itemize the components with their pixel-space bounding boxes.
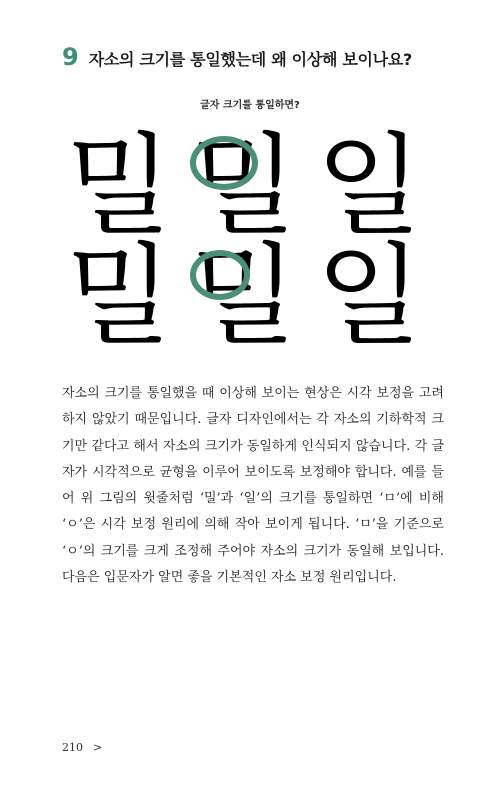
glyph-mil: 밀 (65, 232, 173, 360)
body-paragraph: 자소의 크기를 통일했을 때 이상해 보이는 현상은 시각 보정을 고려하지 않았기 때문입니다. 글자 디자인에서는 각 자소의 기하학적 크기만 같다고 해서 자소의 크기가 동일하게 인식되지 않습니다. 각 글자가 시각적으로 균형을 이루어 보이도록 보정해야 합니다. 예를 들어 위 그림의 윗줄처럼 ‘밀’과 ‘일’의 크기를 통일하면 ‘ㅁ’에 비해 ‘ㅇ’은 시각 보정 원리에 의해 작아 보이게 됩니다. ‘ㅁ’을 기준으로 ‘ㅇ’의 크기를 크게 조정해 주어야 자소의 크기가 동일해 보입니다. 다음은 입문자가 알면 좋을 기본적인 자소 보정 원리입니다. (62, 386, 444, 586)
glyph-mil: 밀 (190, 232, 298, 360)
comparison-ring-bottom (190, 250, 250, 300)
glyph-il: 일 (315, 232, 423, 360)
glyph-mil: 밀 (65, 122, 173, 250)
page-number: 210 (62, 741, 83, 754)
next-arrow-icon: > (93, 741, 103, 754)
glyph-il: 일 (315, 122, 423, 250)
comparison-ring-top (190, 136, 258, 190)
glyph-mil: 밀 (190, 122, 298, 250)
figure-caption: 글자 크기를 통일하면? (200, 100, 300, 111)
page-footer (62, 741, 102, 754)
section-title: 자소의 크기를 통일했는데 왜 이상해 보이나요? (88, 50, 413, 69)
section-number: 9 (62, 43, 79, 71)
